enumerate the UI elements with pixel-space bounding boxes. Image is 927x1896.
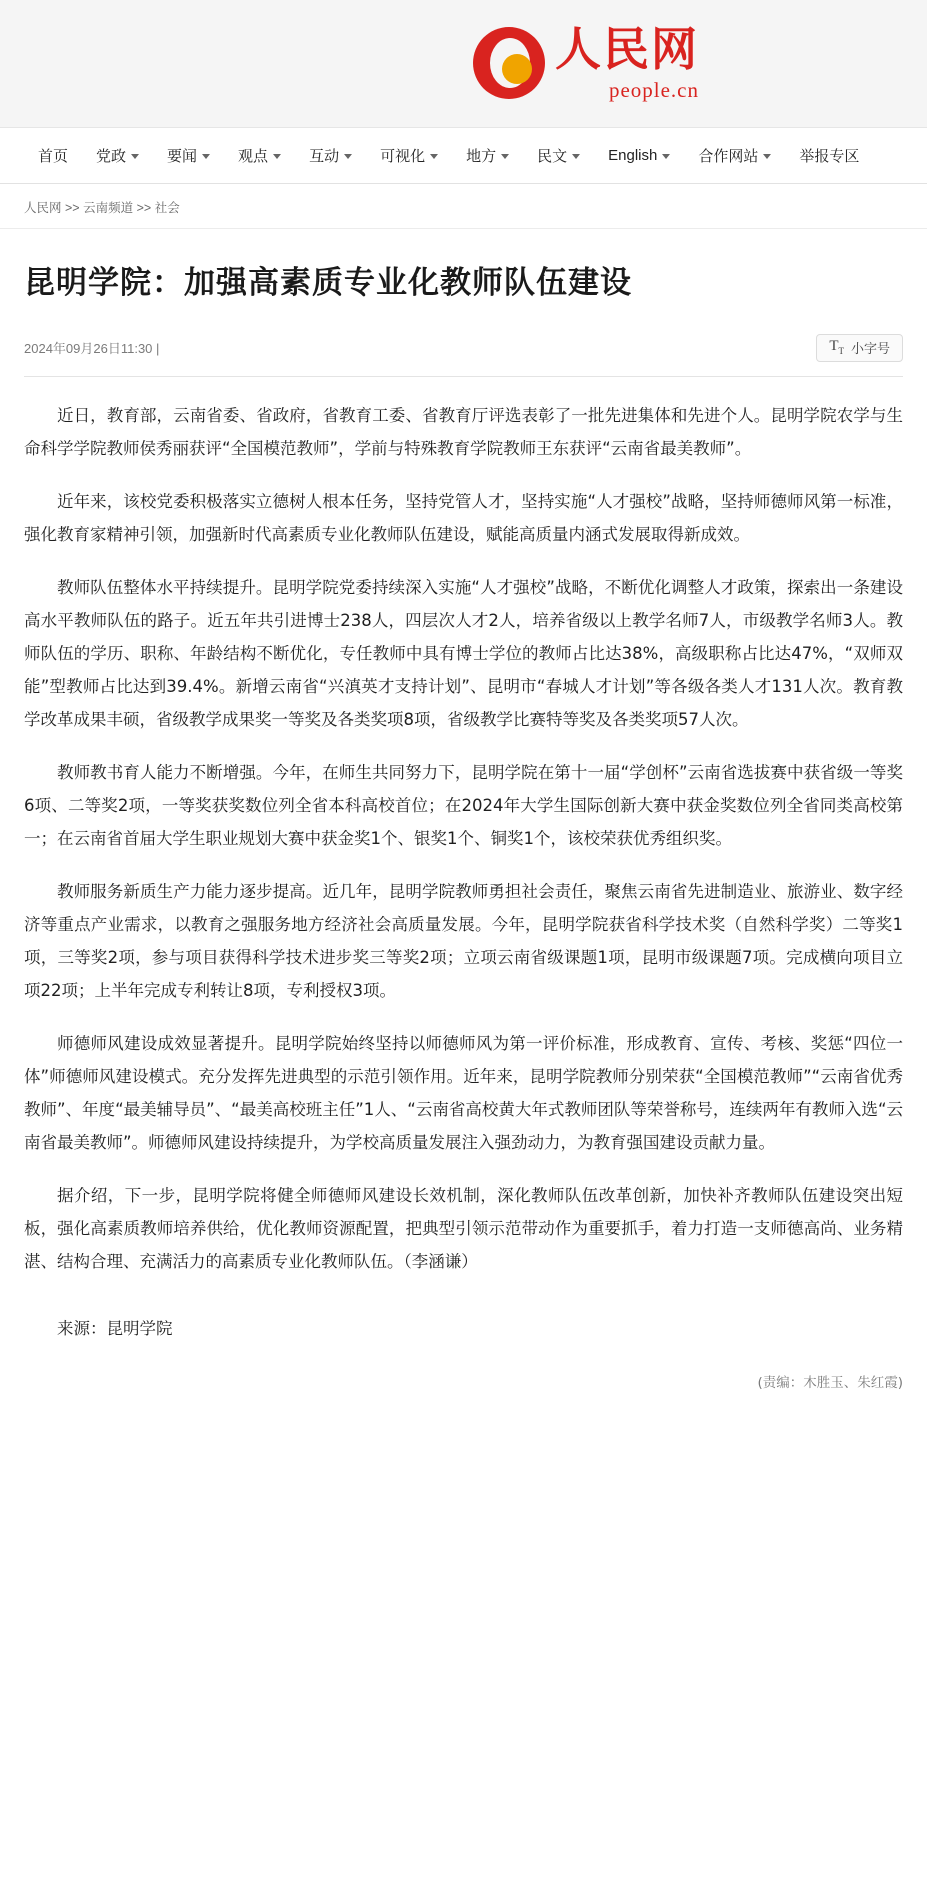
article-body xyxy=(24,399,903,1278)
chevron-down-icon xyxy=(501,154,509,159)
article-paragraph: 师德师风建设成效显著提升。昆明学院始终坚持以师德师风为第一评价标准，形成教育、宣传、考核、奖惩“四位一体”师德师风建设模式。充分发挥先进典型的示范引领作用。近年来，昆明学院教师分别荣获“全国模范教师”“云南省优秀教师”、年度“最美辅导员”、“最美高校班主任”1人、“云南省高校黄大年式教师团队等荣誉称号，连续两年有教师入选“云南省最美教师”。师德师风建设持续提升，为学校高质量发展注入强劲动力，为教育强国建设贡献力量。 xyxy=(24,1033,903,1152)
main-navigation xyxy=(0,128,927,184)
nav-item-top-news[interactable] xyxy=(153,145,224,166)
chevron-down-icon xyxy=(763,154,771,159)
nav-item-english[interactable] xyxy=(594,147,684,164)
article-paragraph: 教师队伍整体水平持续提升。昆明学院党委持续深入实施“人才强校”战略，不断优化调整人才政策，探索出一条建设高水平教师队伍的路子。近五年共引进博士238人，四层次人才2人，培养省级以上教学名师7人，市级教学名师3人。教师队伍的学历、职称、年龄结构不断优化，专任教师中具有博士学位的教师占比达38%，高级职称占比达47%，“双师双能”型教师占比达到39.4%。新增云南省“兴滇英才支持计划”、昆明市“春城人才计划”等各级各类人才131人次。教育教学改革成果丰硕，省级教学成果奖一等奖及各类奖项8项，省级教学比赛特等奖及各类奖项57人次。 xyxy=(24,577,903,729)
nav-item-interaction[interactable] xyxy=(295,145,366,166)
publish-date: 2024年09月26日11:30 | xyxy=(24,341,160,357)
article-paragraph: 近日，教育部，云南省委、省政府，省教育工委、省教育厅评选表彰了一批先进集体和先进个人。昆明学院农学与生命科学学院教师侯秀丽获评“全国模范教师”，学前与特殊教育学院教师王东获评“云南省最美教师”。 xyxy=(24,405,903,458)
article-container xyxy=(0,261,927,1431)
chevron-down-icon xyxy=(273,154,281,159)
nav-item-home[interactable] xyxy=(24,145,82,166)
chevron-down-icon xyxy=(131,154,139,159)
font-size-button[interactable] xyxy=(816,334,903,362)
nav-item-label: 可视化 xyxy=(380,148,426,165)
nav-item-opinion[interactable] xyxy=(224,145,295,166)
breadcrumb-item-yunnan-channel[interactable]: 云南频道 xyxy=(83,201,134,215)
chevron-down-icon xyxy=(202,154,210,159)
nav-item-label: 民文 xyxy=(537,148,568,165)
nav-item-label: 要闻 xyxy=(167,148,198,165)
site-logo[interactable] xyxy=(473,16,699,110)
logo-english-name: people.cn xyxy=(608,77,699,102)
page-title: 昆明学院：加强高素质专业化教师队伍建设 xyxy=(24,265,632,301)
article-paragraph: 近年来，该校党委积极落实立德树人根本任务，坚持党管人才，坚持实施“人才强校”战略，坚持师德师风第一标准，强化教育家精神引领，加强新时代高素质专业化教师队伍建设，赋能高质量内涵式发展取得新成效。 xyxy=(24,491,903,544)
chevron-down-icon xyxy=(662,154,670,159)
nav-item-label: 观点 xyxy=(238,148,269,165)
chevron-down-icon xyxy=(572,154,580,159)
logo-text-block xyxy=(555,21,699,102)
site-masthead xyxy=(0,0,927,128)
breadcrumb-item-people[interactable]: 人民网 xyxy=(24,201,62,215)
nav-item-label: 首页 xyxy=(38,148,69,165)
article-paragraph: 教师服务新质生产力能力逐步提高。近几年，昆明学院教师勇担社会责任，聚焦云南省先进制造业、旅游业、数字经济等重点产业需求，以教育之强服务地方经济社会高质量发展。今年，昆明学院获省科学技术奖（自然科学奖）二等奖1项，三等奖2项，参与项目获得科学技术进步奖三等奖2项；立项云南省级课题1项，昆明市级课题7项。完成横向项目立项22项；上半年完成专利转让8项，专利授权3项。 xyxy=(24,881,903,1000)
nav-item-local[interactable] xyxy=(452,145,523,166)
article-meta-row xyxy=(24,334,903,377)
nav-item-label: 互动 xyxy=(309,148,340,165)
chevron-down-icon xyxy=(344,154,352,159)
people-cn-logo-icon xyxy=(473,27,545,99)
nav-item-label: 党政 xyxy=(96,148,127,165)
nav-item-visualization[interactable] xyxy=(366,145,452,166)
breadcrumb-item-society[interactable]: 社会 xyxy=(154,201,180,215)
font-size-label: 小字号 xyxy=(850,341,890,357)
breadcrumb-separator: >> xyxy=(136,201,152,215)
nav-item-partner-sites[interactable] xyxy=(684,145,785,166)
nav-item-ethnic-languages[interactable] xyxy=(523,145,594,166)
nav-item-label: 举报专区 xyxy=(799,148,860,165)
breadcrumb-separator: >> xyxy=(65,201,80,215)
chevron-down-icon xyxy=(430,154,438,159)
text-size-icon: $T_T$ xyxy=(829,338,844,357)
logo-chinese-name: 人民网 xyxy=(555,21,699,76)
nav-item-report-zone[interactable] xyxy=(785,145,873,166)
nav-item-label: 合作网站 xyxy=(698,148,759,165)
nav-item-party-government[interactable] xyxy=(82,145,153,166)
nav-item-label: 地方 xyxy=(466,148,497,165)
breadcrumb xyxy=(0,184,927,229)
article-editor-credit: (责编：木胜玉、朱红霞) xyxy=(757,1374,903,1391)
article-source: 来源：昆明学院 xyxy=(57,1318,173,1338)
article-paragraph: 教师教书育人能力不断增强。今年，在师生共同努力下，昆明学院在第十一届“学创杯”云南省选拔赛中获省级一等奖6项、二等奖2项，一等奖获奖数位列全省本科高校首位；在2024年大学生国际创新大赛中获金奖数位列全省同类高校第一；在云南省首届大学生职业规划大赛中获金奖1个、银奖1个、铜奖1个，该校荣获优秀组织奖。 xyxy=(24,762,903,848)
article-paragraph: 据介绍，下一步，昆明学院将健全师德师风建设长效机制，深化教师队伍改革创新，加快补齐教师队伍建设突出短板，强化高素质教师培养供给，优化教师资源配置，把典型引领示范带动作为重要抓手，着力打造一支师德高尚、业务精湛、结构合理、充满活力的高素质专业化教师队伍。（李涵谦） xyxy=(24,1185,903,1271)
nav-item-label: English xyxy=(608,147,658,164)
